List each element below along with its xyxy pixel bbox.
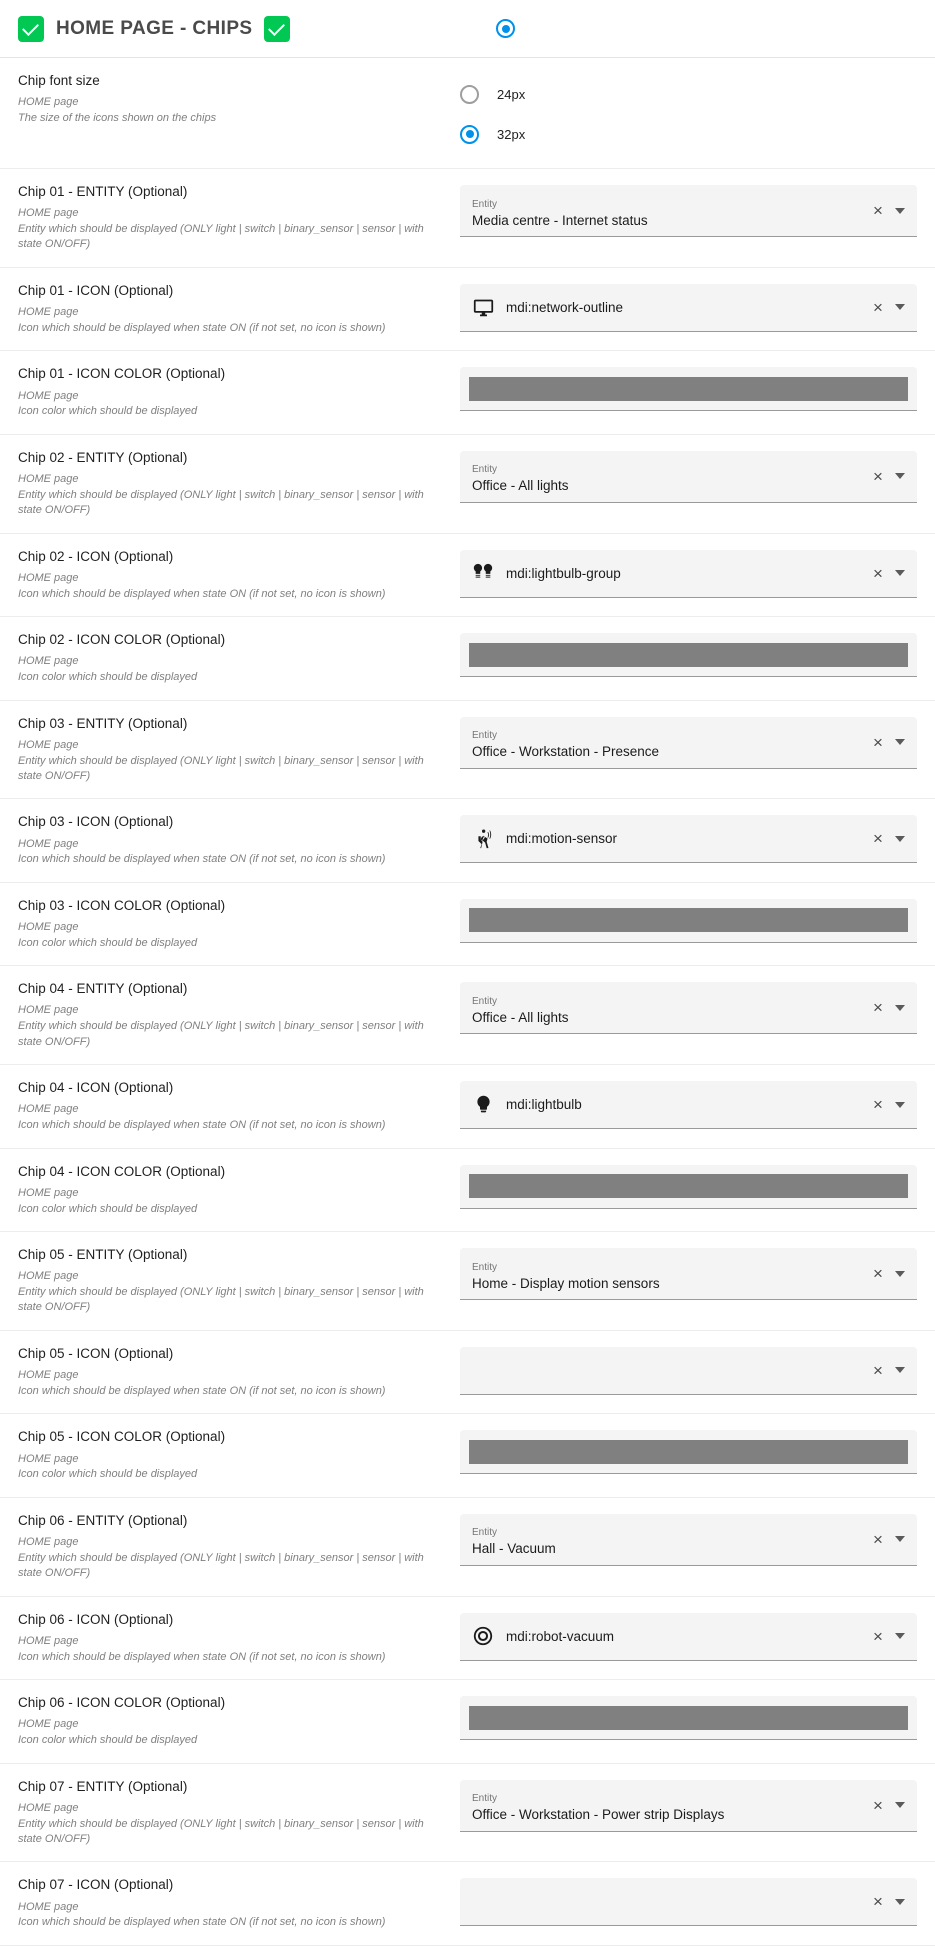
- row-description: [18, 715, 460, 785]
- icon-value-wrap: [472, 828, 867, 850]
- entity-select-field[interactable]: [460, 982, 917, 1034]
- chevron-down-icon[interactable]: [895, 1005, 905, 1011]
- row-description: [18, 813, 460, 867]
- clear-icon[interactable]: ×: [873, 1795, 883, 1815]
- row-control: [460, 1694, 917, 1740]
- row-description: [18, 980, 460, 1050]
- row-control: [460, 1611, 917, 1661]
- motion-sensor-icon: [472, 828, 494, 850]
- entity-value: Media centre - Internet status: [472, 212, 648, 228]
- row-icon-10: [0, 1065, 935, 1148]
- row-control: [460, 897, 917, 943]
- header-left-group: [18, 16, 478, 42]
- color-swatch[interactable]: [469, 1706, 908, 1730]
- robot-vacuum-icon: [472, 1625, 494, 1647]
- row-description: [18, 365, 460, 419]
- icon-select-field[interactable]: [460, 550, 917, 598]
- entity-select-field[interactable]: [460, 717, 917, 769]
- row-color-8: [0, 883, 935, 966]
- row-hint: Entity which should be displayed (ONLY light | switch | binary_sensor | sensor | with state ON/OFF): [18, 1817, 424, 1845]
- row-page: HOME page: [18, 1270, 79, 1283]
- row-control: [460, 72, 917, 154]
- clear-icon[interactable]: ×: [873, 732, 883, 752]
- row-control: [460, 1512, 917, 1566]
- icon-value-wrap: [472, 1094, 867, 1116]
- entity-field-label: Entity: [472, 198, 498, 210]
- row-page: HOME page: [18, 1369, 79, 1382]
- row-entity-18: [0, 1764, 935, 1863]
- chevron-down-icon[interactable]: [895, 1102, 905, 1108]
- entity-value: Home - Display motion sensors: [472, 1275, 660, 1291]
- row-entity-9: [0, 966, 935, 1065]
- row-description: [18, 449, 460, 519]
- row-page: HOME page: [18, 655, 79, 668]
- entity-field-label: Entity: [472, 1793, 498, 1804]
- row-page: HOME page: [18, 389, 79, 402]
- row-color-11: [0, 1149, 935, 1232]
- row-description: [18, 1778, 460, 1848]
- row-icon-16: [0, 1597, 935, 1680]
- row-page: HOME page: [18, 1004, 79, 1017]
- color-swatch[interactable]: [469, 908, 908, 932]
- row-description: [18, 1428, 460, 1482]
- row-description: [18, 1611, 460, 1665]
- row-entity-3: [0, 435, 935, 534]
- row-page: HOME page: [18, 1718, 79, 1731]
- row-color-2: [0, 351, 935, 434]
- row-control: [460, 1876, 917, 1926]
- header-radio[interactable]: [496, 19, 515, 38]
- icon-select-field[interactable]: [460, 815, 917, 863]
- row-page: HOME page: [18, 1900, 79, 1913]
- row-hint: Entity which should be displayed (ONLY light | switch | binary_sensor | sensor | with state ON/OFF): [18, 1020, 424, 1048]
- entity-value-wrap: [472, 717, 867, 768]
- row-hint: Entity which should be displayed (ONLY light | switch | binary_sensor | sensor | with state ON/OFF): [18, 754, 424, 782]
- row-entity-6: [0, 701, 935, 800]
- row-control: [460, 715, 917, 769]
- row-icon-13: [0, 1331, 935, 1414]
- row-description: [18, 1246, 460, 1316]
- row-label: Chip 07 - ICON (Optional): [18, 1877, 174, 1893]
- color-swatch[interactable]: [469, 643, 908, 667]
- icon-value: mdi:lightbulb: [506, 1097, 582, 1113]
- header-checkbox-left[interactable]: [18, 16, 44, 42]
- entity-value: Hall - Vacuum: [472, 1541, 556, 1557]
- entity-value-wrap: [472, 185, 867, 236]
- row-page: HOME page: [18, 1452, 79, 1465]
- icon-value: mdi:motion-sensor: [506, 831, 618, 847]
- row-page: HOME page: [18, 837, 79, 850]
- lightbulb-group-icon: [472, 562, 494, 584]
- color-picker-field[interactable]: [460, 1165, 917, 1209]
- row-description: [18, 1163, 460, 1217]
- row-page: HOME page: [18, 738, 79, 751]
- row-hint: Icon color which should be displayed: [18, 1202, 198, 1215]
- entity-value: Office - All lights: [472, 1009, 569, 1025]
- row-hint: Icon which should be displayed when state ON (if not set, no icon is shown): [18, 853, 386, 866]
- icon-value-wrap: [472, 296, 867, 318]
- row-label: Chip 01 - ICON (Optional): [18, 282, 174, 298]
- entity-field-label: Entity: [472, 995, 498, 1007]
- row-label: Chip font size: [18, 73, 100, 88]
- row-page: HOME page: [18, 207, 79, 220]
- header-checkbox-right[interactable]: [264, 16, 290, 42]
- row-entity-15: [0, 1498, 935, 1597]
- row-hint: Icon which should be displayed when state ON (if not set, no icon is shown): [18, 587, 386, 600]
- row-icon-19: [0, 1862, 935, 1945]
- row-label: Chip 03 - ICON (Optional): [18, 814, 174, 830]
- radio-32px[interactable]: [460, 125, 479, 144]
- clear-icon[interactable]: ×: [873, 1095, 883, 1115]
- chevron-down-icon[interactable]: [895, 739, 905, 745]
- chevron-down-icon[interactable]: [895, 1536, 905, 1542]
- row-page: HOME page: [18, 1535, 79, 1548]
- row-control: [460, 365, 917, 411]
- row-label: Chip 05 - ICON (Optional): [18, 1345, 174, 1361]
- icon-value: mdi:lightbulb-group: [506, 565, 621, 581]
- row-entity-12: [0, 1232, 935, 1331]
- row-label: Chip 06 - ICON (Optional): [18, 1611, 174, 1627]
- row-color-5: [0, 617, 935, 700]
- radio-24px[interactable]: [460, 85, 479, 104]
- row-description: [18, 282, 460, 336]
- icon-select-field[interactable]: [460, 1347, 917, 1395]
- row-label: Chip 07 - ENTITY (Optional): [18, 1778, 188, 1794]
- chevron-down-icon[interactable]: [895, 1271, 905, 1277]
- row-hint: Icon color which should be displayed: [18, 671, 198, 684]
- row-description: [18, 897, 460, 951]
- row-label: Chip 06 - ICON COLOR (Optional): [18, 1695, 226, 1711]
- row-page: HOME page: [18, 571, 79, 584]
- row-icon-4: [0, 534, 935, 617]
- row-page: HOME page: [18, 1801, 79, 1814]
- monitor-icon: [472, 296, 494, 318]
- row-label: Chip 01 - ENTITY (Optional): [18, 184, 188, 199]
- entity-select-field[interactable]: [460, 1780, 917, 1832]
- row-control: [460, 1163, 917, 1209]
- entity-field-label: Entity: [472, 730, 498, 741]
- entity-value-wrap: [472, 451, 867, 502]
- clear-icon[interactable]: ×: [873, 1529, 883, 1549]
- entity-select-field[interactable]: [460, 185, 917, 237]
- row-description: [18, 1079, 460, 1133]
- row-hint: Entity which should be displayed (ONLY light | switch | binary_sensor | sensor | with state ON/OFF): [18, 488, 424, 517]
- color-swatch[interactable]: [469, 1174, 908, 1198]
- clear-icon[interactable]: ×: [873, 466, 883, 486]
- settings-rows: [0, 169, 935, 1946]
- radio-option-32px[interactable]: [460, 114, 917, 154]
- entity-field-label: Entity: [472, 1261, 498, 1273]
- color-picker-field[interactable]: [460, 1430, 917, 1474]
- row-label: Chip 04 - ICON (Optional): [18, 1080, 174, 1096]
- row-control: [460, 183, 917, 237]
- lightbulb-icon: [472, 1094, 494, 1116]
- entity-select-field[interactable]: [460, 1514, 917, 1566]
- chevron-down-icon[interactable]: [895, 208, 905, 214]
- row-hint: Icon which should be displayed when state ON (if not set, no icon is shown): [18, 1119, 386, 1132]
- row-hint: Entity which should be displayed (ONLY light | switch | binary_sensor | sensor | with state ON/OFF): [18, 1551, 424, 1580]
- icon-select-field[interactable]: [460, 1878, 917, 1926]
- row-page: HOME page: [18, 1186, 79, 1199]
- row-hint: Icon which should be displayed when state ON (if not set, no icon is shown): [18, 1916, 386, 1929]
- row-icon-1: [0, 268, 935, 351]
- entity-value: Office - Workstation - Power strip Displays: [472, 1807, 725, 1822]
- clear-icon[interactable]: ×: [873, 201, 883, 220]
- row-label: Chip 02 - ICON (Optional): [18, 548, 174, 564]
- row-control: [460, 282, 917, 332]
- icon-value: mdi:robot-vacuum: [506, 1628, 615, 1644]
- radio-32px-label: 32px: [497, 126, 526, 142]
- color-swatch[interactable]: [469, 1440, 908, 1464]
- color-picker-field[interactable]: [460, 633, 917, 677]
- icon-value-wrap: [472, 562, 867, 584]
- row-description: [18, 1345, 460, 1399]
- row-label: Chip 02 - ICON COLOR (Optional): [18, 632, 226, 648]
- clear-icon[interactable]: ×: [873, 829, 883, 849]
- row-control: [460, 631, 917, 677]
- row-control: [460, 1345, 917, 1395]
- entity-select-field[interactable]: [460, 1248, 917, 1300]
- clear-icon[interactable]: ×: [873, 1626, 883, 1646]
- entity-value: Office - All lights: [472, 478, 569, 494]
- entity-value-wrap: [472, 1514, 867, 1565]
- clear-icon[interactable]: ×: [873, 1360, 883, 1380]
- row-hint: Icon which should be displayed when state ON (if not set, no icon is shown): [18, 321, 386, 334]
- row-hint: Icon color which should be displayed: [18, 1468, 198, 1481]
- row-control: [460, 1428, 917, 1474]
- row-description: [18, 548, 460, 602]
- icon-value-wrap: [472, 1625, 867, 1647]
- clear-icon[interactable]: ×: [873, 1264, 883, 1283]
- entity-value: Office - Workstation - Presence: [472, 744, 660, 759]
- row-label: Chip 06 - ENTITY (Optional): [18, 1512, 188, 1528]
- row-description: [18, 72, 460, 126]
- row-control: [460, 1778, 917, 1832]
- row-chip-font-size: [0, 58, 935, 169]
- radio-24px-label: 24px: [497, 86, 526, 102]
- row-page: HOME page: [18, 921, 79, 934]
- clear-icon[interactable]: ×: [873, 1892, 883, 1912]
- entity-value-wrap: [472, 1780, 867, 1831]
- row-control: [460, 980, 917, 1034]
- radio-option-24px[interactable]: [460, 74, 917, 114]
- row-label: Chip 04 - ENTITY (Optional): [18, 981, 188, 997]
- chevron-down-icon[interactable]: [895, 1899, 905, 1905]
- icon-select-field[interactable]: [460, 284, 917, 332]
- chevron-down-icon[interactable]: [895, 304, 905, 310]
- chevron-down-icon[interactable]: [895, 836, 905, 842]
- color-swatch[interactable]: [469, 377, 908, 401]
- chevron-down-icon[interactable]: [895, 1633, 905, 1639]
- row-label: Chip 03 - ENTITY (Optional): [18, 715, 188, 731]
- entity-value-wrap: [472, 1248, 867, 1299]
- color-picker-field[interactable]: [460, 367, 917, 411]
- row-page: HOME page: [18, 1103, 79, 1116]
- entity-field-label: Entity: [472, 1527, 498, 1539]
- row-control: [460, 548, 917, 598]
- row-hint: Entity which should be displayed (ONLY light | switch | binary_sensor | sensor | with state ON/OFF): [18, 1286, 424, 1314]
- icon-select-field[interactable]: [460, 1613, 917, 1661]
- icon-select-field[interactable]: [460, 1081, 917, 1129]
- row-hint: Icon color which should be displayed: [18, 936, 198, 949]
- row-description: [18, 183, 460, 253]
- row-entity-0: [0, 169, 935, 268]
- page-header: [0, 0, 935, 58]
- clear-icon[interactable]: ×: [873, 998, 883, 1018]
- row-label: Chip 05 - ICON COLOR (Optional): [18, 1429, 226, 1445]
- row-description: [18, 1876, 460, 1930]
- row-control: [460, 813, 917, 863]
- row-page: HOME page: [18, 306, 79, 319]
- row-description: [18, 631, 460, 685]
- row-description: [18, 1694, 460, 1748]
- color-picker-field[interactable]: [460, 1696, 917, 1740]
- row-page: HOME page: [18, 1634, 79, 1647]
- row-label: Chip 04 - ICON COLOR (Optional): [18, 1163, 226, 1179]
- clear-icon[interactable]: ×: [873, 563, 883, 583]
- chevron-down-icon[interactable]: [895, 1367, 905, 1373]
- chevron-down-icon[interactable]: [895, 473, 905, 479]
- row-page: HOME page: [18, 96, 79, 109]
- row-icon-7: [0, 799, 935, 882]
- clear-icon[interactable]: ×: [873, 297, 883, 317]
- row-hint: Icon color which should be displayed: [18, 1734, 198, 1747]
- row-control: [460, 1079, 917, 1129]
- row-label: Chip 02 - ENTITY (Optional): [18, 449, 188, 465]
- entity-value-wrap: [472, 982, 867, 1033]
- row-label: Chip 01 - ICON COLOR (Optional): [18, 366, 226, 382]
- entity-select-field[interactable]: [460, 451, 917, 503]
- chevron-down-icon[interactable]: [895, 1802, 905, 1808]
- row-hint: Icon which should be displayed when state ON (if not set, no icon is shown): [18, 1650, 386, 1663]
- header-right-group: [478, 19, 917, 38]
- row-description: [18, 1512, 460, 1582]
- chevron-down-icon[interactable]: [895, 570, 905, 576]
- row-control: [460, 449, 917, 503]
- row-hint: Icon which should be displayed when state ON (if not set, no icon is shown): [18, 1384, 386, 1397]
- entity-field-label: Entity: [472, 464, 498, 476]
- row-label: Chip 05 - ENTITY (Optional): [18, 1247, 188, 1262]
- color-picker-field[interactable]: [460, 899, 917, 943]
- row-color-17: [0, 1680, 935, 1763]
- row-color-14: [0, 1414, 935, 1497]
- row-page: HOME page: [18, 472, 79, 485]
- row-hint: Icon color which should be displayed: [18, 405, 198, 418]
- row-control: [460, 1246, 917, 1300]
- row-hint: Entity which should be displayed (ONLY light | switch | binary_sensor | sensor | with state ON/OFF): [18, 223, 424, 251]
- page-title: HOME PAGE - CHIPS: [56, 17, 253, 39]
- row-label: Chip 03 - ICON COLOR (Optional): [18, 897, 226, 913]
- row-hint: The size of the icons shown on the chips: [18, 112, 217, 125]
- icon-value: mdi:network-outline: [506, 299, 624, 315]
